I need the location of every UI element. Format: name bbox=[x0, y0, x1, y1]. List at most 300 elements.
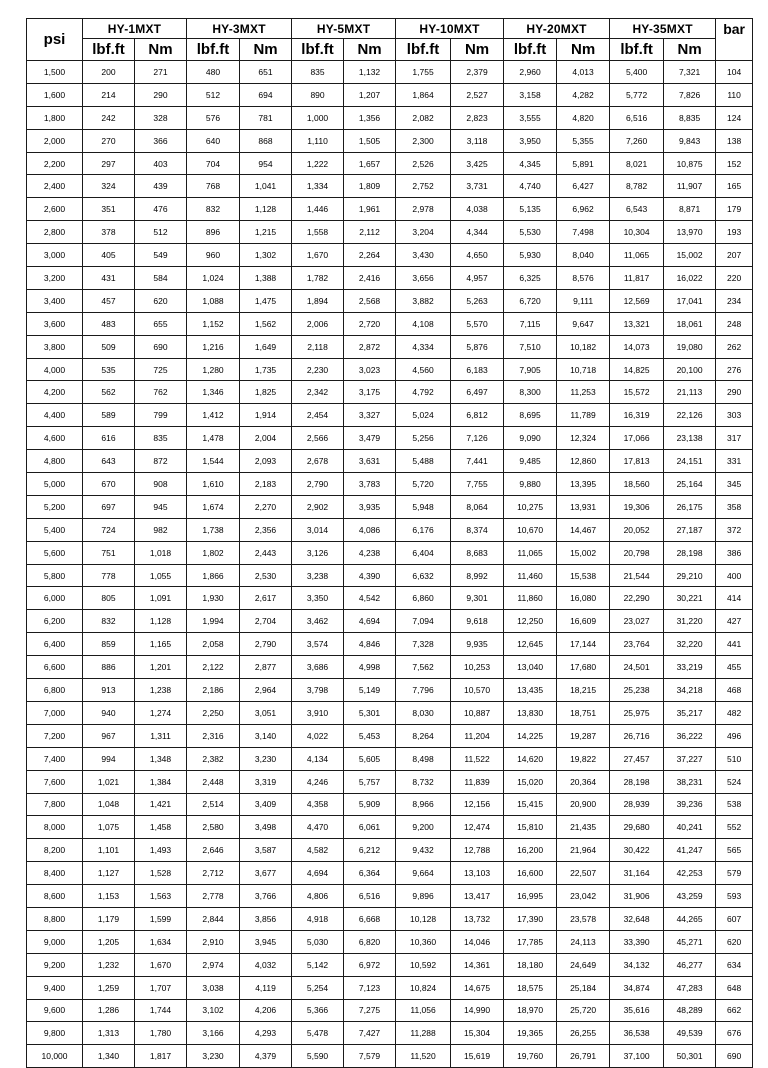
bar-column-header: bar bbox=[716, 19, 753, 61]
table-row bbox=[27, 679, 753, 702]
cell-hy3-lbfft: 1,478 bbox=[187, 427, 240, 450]
cell-hy5-lbfft: 1,894 bbox=[292, 289, 344, 312]
cell-hy20-nm: 5,891 bbox=[557, 152, 610, 175]
unit-header-nm: Nm bbox=[344, 39, 396, 61]
cell-hy35-nm: 49,539 bbox=[664, 1022, 716, 1045]
cell-hy35-lbfft: 16,319 bbox=[610, 404, 664, 427]
cell-hy20-lbfft: 6,325 bbox=[504, 267, 557, 290]
model-header-hy-3mxt: HY-3MXT bbox=[187, 19, 292, 39]
cell-bar: 634 bbox=[716, 953, 753, 976]
cell-hy10-nm: 13,732 bbox=[451, 907, 504, 930]
cell-hy10-lbfft: 7,796 bbox=[396, 679, 451, 702]
cell-psi: 8,000 bbox=[27, 816, 83, 839]
cell-hy3-lbfft: 1,152 bbox=[187, 312, 240, 335]
cell-hy10-lbfft: 4,108 bbox=[396, 312, 451, 335]
cell-hy20-nm: 24,649 bbox=[557, 953, 610, 976]
cell-hy10-nm: 11,839 bbox=[451, 770, 504, 793]
cell-hy1-lbfft: 431 bbox=[83, 267, 135, 290]
cell-hy3-nm: 2,530 bbox=[240, 564, 292, 587]
cell-hy35-nm: 24,151 bbox=[664, 450, 716, 473]
table-row bbox=[27, 770, 753, 793]
cell-hy5-nm: 3,479 bbox=[344, 427, 396, 450]
cell-psi: 2,200 bbox=[27, 152, 83, 175]
cell-psi: 3,200 bbox=[27, 267, 83, 290]
unit-header-nm: Nm bbox=[451, 39, 504, 61]
cell-hy3-nm: 3,677 bbox=[240, 862, 292, 885]
cell-psi: 6,600 bbox=[27, 656, 83, 679]
cell-hy20-lbfft: 15,020 bbox=[504, 770, 557, 793]
table-row bbox=[27, 816, 753, 839]
cell-hy35-nm: 47,283 bbox=[664, 976, 716, 999]
cell-hy20-lbfft: 13,040 bbox=[504, 656, 557, 679]
cell-hy35-lbfft: 19,306 bbox=[610, 495, 664, 518]
cell-hy5-lbfft: 2,118 bbox=[292, 335, 344, 358]
cell-psi: 9,400 bbox=[27, 976, 83, 999]
cell-hy35-lbfft: 33,390 bbox=[610, 930, 664, 953]
cell-hy10-nm: 3,731 bbox=[451, 175, 504, 198]
cell-hy5-lbfft: 3,686 bbox=[292, 656, 344, 679]
table-row bbox=[27, 198, 753, 221]
cell-hy5-lbfft: 4,022 bbox=[292, 724, 344, 747]
cell-hy20-lbfft: 8,300 bbox=[504, 381, 557, 404]
cell-hy3-nm: 2,964 bbox=[240, 679, 292, 702]
cell-hy3-lbfft: 1,024 bbox=[187, 267, 240, 290]
cell-hy10-nm: 9,301 bbox=[451, 587, 504, 610]
table-row bbox=[27, 381, 753, 404]
cell-hy35-lbfft: 35,616 bbox=[610, 999, 664, 1022]
table-row bbox=[27, 450, 753, 473]
cell-hy35-lbfft: 23,027 bbox=[610, 610, 664, 633]
cell-hy5-lbfft: 2,230 bbox=[292, 358, 344, 381]
cell-hy20-lbfft: 13,830 bbox=[504, 701, 557, 724]
cell-bar: 482 bbox=[716, 701, 753, 724]
cell-hy20-lbfft: 17,390 bbox=[504, 907, 557, 930]
cell-hy35-nm: 42,253 bbox=[664, 862, 716, 885]
cell-hy1-lbfft: 1,313 bbox=[83, 1022, 135, 1045]
cell-hy10-nm: 3,425 bbox=[451, 152, 504, 175]
table-row bbox=[27, 518, 753, 541]
cell-hy5-nm: 4,998 bbox=[344, 656, 396, 679]
cell-hy20-lbfft: 7,510 bbox=[504, 335, 557, 358]
cell-bar: 220 bbox=[716, 267, 753, 290]
cell-hy3-nm: 2,704 bbox=[240, 610, 292, 633]
cell-hy1-nm: 366 bbox=[135, 129, 187, 152]
cell-hy10-lbfft: 8,264 bbox=[396, 724, 451, 747]
cell-hy1-nm: 512 bbox=[135, 221, 187, 244]
cell-hy20-lbfft: 12,645 bbox=[504, 633, 557, 656]
cell-hy35-nm: 20,100 bbox=[664, 358, 716, 381]
cell-hy5-lbfft: 1,110 bbox=[292, 129, 344, 152]
cell-hy3-nm: 1,735 bbox=[240, 358, 292, 381]
cell-hy5-nm: 4,390 bbox=[344, 564, 396, 587]
cell-bar: 110 bbox=[716, 83, 753, 106]
cell-hy35-nm: 15,002 bbox=[664, 244, 716, 267]
cell-hy20-lbfft: 7,115 bbox=[504, 312, 557, 335]
cell-hy3-lbfft: 512 bbox=[187, 83, 240, 106]
cell-hy35-nm: 13,970 bbox=[664, 221, 716, 244]
cell-psi: 5,000 bbox=[27, 473, 83, 496]
cell-hy5-nm: 4,086 bbox=[344, 518, 396, 541]
cell-psi: 7,200 bbox=[27, 724, 83, 747]
cell-hy10-nm: 7,126 bbox=[451, 427, 504, 450]
cell-hy3-nm: 4,206 bbox=[240, 999, 292, 1022]
cell-hy10-lbfft: 10,360 bbox=[396, 930, 451, 953]
table-row bbox=[27, 656, 753, 679]
cell-hy10-nm: 8,374 bbox=[451, 518, 504, 541]
cell-hy5-lbfft: 2,566 bbox=[292, 427, 344, 450]
cell-hy1-nm: 584 bbox=[135, 267, 187, 290]
cell-hy5-nm: 2,720 bbox=[344, 312, 396, 335]
cell-hy10-nm: 7,755 bbox=[451, 473, 504, 496]
cell-bar: 358 bbox=[716, 495, 753, 518]
cell-hy20-lbfft: 7,905 bbox=[504, 358, 557, 381]
cell-hy20-nm: 14,467 bbox=[557, 518, 610, 541]
cell-hy10-lbfft: 11,288 bbox=[396, 1022, 451, 1045]
table-row bbox=[27, 724, 753, 747]
cell-hy10-nm: 6,183 bbox=[451, 358, 504, 381]
cell-hy20-lbfft: 10,275 bbox=[504, 495, 557, 518]
cell-bar: 290 bbox=[716, 381, 753, 404]
cell-hy10-nm: 15,304 bbox=[451, 1022, 504, 1045]
cell-hy5-lbfft: 5,590 bbox=[292, 1045, 344, 1068]
cell-hy1-lbfft: 535 bbox=[83, 358, 135, 381]
cell-hy20-nm: 22,507 bbox=[557, 862, 610, 885]
cell-hy1-nm: 1,274 bbox=[135, 701, 187, 724]
cell-psi: 4,000 bbox=[27, 358, 83, 381]
cell-psi: 7,000 bbox=[27, 701, 83, 724]
table-row bbox=[27, 862, 753, 885]
cell-hy1-nm: 799 bbox=[135, 404, 187, 427]
cell-hy10-lbfft: 7,328 bbox=[396, 633, 451, 656]
cell-hy35-lbfft: 30,422 bbox=[610, 839, 664, 862]
cell-hy3-lbfft: 832 bbox=[187, 198, 240, 221]
cell-hy1-nm: 1,018 bbox=[135, 541, 187, 564]
cell-hy3-lbfft: 1,866 bbox=[187, 564, 240, 587]
cell-hy1-lbfft: 1,259 bbox=[83, 976, 135, 999]
cell-hy35-nm: 36,222 bbox=[664, 724, 716, 747]
cell-hy1-nm: 1,493 bbox=[135, 839, 187, 862]
cell-bar: 414 bbox=[716, 587, 753, 610]
table-row bbox=[27, 244, 753, 267]
cell-hy1-lbfft: 297 bbox=[83, 152, 135, 175]
cell-hy5-lbfft: 3,014 bbox=[292, 518, 344, 541]
cell-hy35-lbfft: 11,817 bbox=[610, 267, 664, 290]
cell-hy1-lbfft: 805 bbox=[83, 587, 135, 610]
table-row bbox=[27, 267, 753, 290]
cell-hy1-lbfft: 1,205 bbox=[83, 930, 135, 953]
cell-psi: 1,600 bbox=[27, 83, 83, 106]
cell-hy35-lbfft: 24,501 bbox=[610, 656, 664, 679]
cell-hy35-lbfft: 14,825 bbox=[610, 358, 664, 381]
cell-hy1-lbfft: 324 bbox=[83, 175, 135, 198]
cell-hy35-nm: 27,187 bbox=[664, 518, 716, 541]
cell-hy35-nm: 44,265 bbox=[664, 907, 716, 930]
cell-hy35-lbfft: 12,569 bbox=[610, 289, 664, 312]
table-row bbox=[27, 839, 753, 862]
cell-hy5-lbfft: 1,334 bbox=[292, 175, 344, 198]
cell-hy5-lbfft: 4,806 bbox=[292, 885, 344, 908]
cell-hy1-nm: 1,528 bbox=[135, 862, 187, 885]
cell-hy3-nm: 3,856 bbox=[240, 907, 292, 930]
cell-hy3-lbfft: 640 bbox=[187, 129, 240, 152]
cell-hy10-lbfft: 2,082 bbox=[396, 106, 451, 129]
cell-hy5-lbfft: 1,222 bbox=[292, 152, 344, 175]
cell-hy3-nm: 1,914 bbox=[240, 404, 292, 427]
header-row-units bbox=[27, 39, 753, 61]
cell-hy1-nm: 945 bbox=[135, 495, 187, 518]
cell-psi: 6,200 bbox=[27, 610, 83, 633]
cell-bar: 248 bbox=[716, 312, 753, 335]
cell-hy20-lbfft: 9,090 bbox=[504, 427, 557, 450]
cell-hy35-lbfft: 34,874 bbox=[610, 976, 664, 999]
cell-hy35-nm: 31,220 bbox=[664, 610, 716, 633]
cell-hy1-lbfft: 778 bbox=[83, 564, 135, 587]
cell-hy3-lbfft: 1,738 bbox=[187, 518, 240, 541]
cell-bar: 662 bbox=[716, 999, 753, 1022]
unit-header-lbfft: lbf.ft bbox=[610, 39, 664, 61]
cell-hy5-lbfft: 5,030 bbox=[292, 930, 344, 953]
cell-hy1-nm: 835 bbox=[135, 427, 187, 450]
cell-hy1-lbfft: 214 bbox=[83, 83, 135, 106]
cell-hy5-nm: 4,694 bbox=[344, 610, 396, 633]
cell-hy3-nm: 3,945 bbox=[240, 930, 292, 953]
cell-hy10-lbfft: 2,526 bbox=[396, 152, 451, 175]
cell-hy35-nm: 8,835 bbox=[664, 106, 716, 129]
cell-hy1-nm: 1,634 bbox=[135, 930, 187, 953]
cell-hy10-nm: 12,474 bbox=[451, 816, 504, 839]
cell-hy1-lbfft: 832 bbox=[83, 610, 135, 633]
cell-hy10-lbfft: 4,560 bbox=[396, 358, 451, 381]
cell-hy5-lbfft: 3,238 bbox=[292, 564, 344, 587]
cell-hy20-lbfft: 18,970 bbox=[504, 999, 557, 1022]
cell-hy1-nm: 1,165 bbox=[135, 633, 187, 656]
cell-hy5-nm: 2,264 bbox=[344, 244, 396, 267]
table-row bbox=[27, 404, 753, 427]
cell-hy5-nm: 1,207 bbox=[344, 83, 396, 106]
cell-hy5-lbfft: 3,910 bbox=[292, 701, 344, 724]
cell-hy5-lbfft: 4,358 bbox=[292, 793, 344, 816]
cell-hy1-nm: 549 bbox=[135, 244, 187, 267]
cell-hy10-nm: 7,441 bbox=[451, 450, 504, 473]
cell-hy5-nm: 6,972 bbox=[344, 953, 396, 976]
cell-hy20-nm: 18,215 bbox=[557, 679, 610, 702]
cell-hy5-lbfft: 5,478 bbox=[292, 1022, 344, 1045]
cell-hy10-nm: 12,156 bbox=[451, 793, 504, 816]
cell-hy20-lbfft: 5,135 bbox=[504, 198, 557, 221]
cell-psi: 6,800 bbox=[27, 679, 83, 702]
cell-hy20-lbfft: 16,200 bbox=[504, 839, 557, 862]
cell-hy1-lbfft: 200 bbox=[83, 61, 135, 84]
cell-hy3-lbfft: 1,412 bbox=[187, 404, 240, 427]
cell-hy5-nm: 5,301 bbox=[344, 701, 396, 724]
cell-hy5-lbfft: 4,470 bbox=[292, 816, 344, 839]
cell-hy10-nm: 5,263 bbox=[451, 289, 504, 312]
cell-bar: 104 bbox=[716, 61, 753, 84]
cell-hy35-nm: 25,164 bbox=[664, 473, 716, 496]
cell-hy3-nm: 2,183 bbox=[240, 473, 292, 496]
cell-hy10-nm: 9,935 bbox=[451, 633, 504, 656]
cell-hy10-lbfft: 3,656 bbox=[396, 267, 451, 290]
cell-hy5-nm: 1,809 bbox=[344, 175, 396, 198]
cell-hy1-lbfft: 457 bbox=[83, 289, 135, 312]
cell-hy1-nm: 1,744 bbox=[135, 999, 187, 1022]
cell-hy5-nm: 6,364 bbox=[344, 862, 396, 885]
cell-hy10-lbfft: 4,792 bbox=[396, 381, 451, 404]
cell-hy3-lbfft: 1,280 bbox=[187, 358, 240, 381]
cell-hy35-lbfft: 10,304 bbox=[610, 221, 664, 244]
cell-hy1-lbfft: 724 bbox=[83, 518, 135, 541]
cell-hy3-nm: 1,825 bbox=[240, 381, 292, 404]
cell-hy3-nm: 1,562 bbox=[240, 312, 292, 335]
cell-bar: 593 bbox=[716, 885, 753, 908]
cell-hy10-lbfft: 8,030 bbox=[396, 701, 451, 724]
cell-hy3-nm: 3,587 bbox=[240, 839, 292, 862]
cell-hy5-lbfft: 4,246 bbox=[292, 770, 344, 793]
cell-hy1-nm: 439 bbox=[135, 175, 187, 198]
cell-bar: 262 bbox=[716, 335, 753, 358]
cell-hy20-nm: 15,538 bbox=[557, 564, 610, 587]
cell-hy5-nm: 7,427 bbox=[344, 1022, 396, 1045]
cell-hy20-nm: 10,718 bbox=[557, 358, 610, 381]
cell-bar: 607 bbox=[716, 907, 753, 930]
table-row bbox=[27, 793, 753, 816]
cell-hy1-nm: 1,421 bbox=[135, 793, 187, 816]
cell-hy3-lbfft: 1,674 bbox=[187, 495, 240, 518]
cell-hy10-lbfft: 11,520 bbox=[396, 1045, 451, 1068]
cell-hy35-lbfft: 14,073 bbox=[610, 335, 664, 358]
cell-hy35-lbfft: 25,238 bbox=[610, 679, 664, 702]
cell-hy20-lbfft: 18,180 bbox=[504, 953, 557, 976]
unit-header-lbfft: lbf.ft bbox=[83, 39, 135, 61]
cell-bar: 165 bbox=[716, 175, 753, 198]
cell-hy5-nm: 5,909 bbox=[344, 793, 396, 816]
cell-hy10-lbfft: 8,498 bbox=[396, 747, 451, 770]
cell-hy1-lbfft: 562 bbox=[83, 381, 135, 404]
cell-hy3-lbfft: 896 bbox=[187, 221, 240, 244]
cell-hy20-nm: 12,860 bbox=[557, 450, 610, 473]
cell-bar: 152 bbox=[716, 152, 753, 175]
cell-psi: 8,600 bbox=[27, 885, 83, 908]
cell-hy5-lbfft: 835 bbox=[292, 61, 344, 84]
cell-hy5-lbfft: 2,006 bbox=[292, 312, 344, 335]
cell-hy20-lbfft: 5,930 bbox=[504, 244, 557, 267]
cell-hy10-nm: 4,957 bbox=[451, 267, 504, 290]
cell-hy10-nm: 2,823 bbox=[451, 106, 504, 129]
cell-hy1-lbfft: 913 bbox=[83, 679, 135, 702]
cell-hy20-nm: 10,182 bbox=[557, 335, 610, 358]
cell-psi: 5,200 bbox=[27, 495, 83, 518]
cell-hy1-nm: 1,817 bbox=[135, 1045, 187, 1068]
cell-hy5-lbfft: 4,694 bbox=[292, 862, 344, 885]
table-row bbox=[27, 61, 753, 84]
cell-hy20-nm: 7,498 bbox=[557, 221, 610, 244]
cell-hy3-nm: 954 bbox=[240, 152, 292, 175]
cell-hy10-nm: 5,570 bbox=[451, 312, 504, 335]
cell-hy1-nm: 1,055 bbox=[135, 564, 187, 587]
table-row bbox=[27, 907, 753, 930]
cell-hy10-lbfft: 5,024 bbox=[396, 404, 451, 427]
unit-header-lbfft: lbf.ft bbox=[396, 39, 451, 61]
cell-hy5-lbfft: 3,798 bbox=[292, 679, 344, 702]
cell-hy10-nm: 6,812 bbox=[451, 404, 504, 427]
cell-hy3-nm: 1,041 bbox=[240, 175, 292, 198]
cell-psi: 7,800 bbox=[27, 793, 83, 816]
model-header-hy-20mxt: HY-20MXT bbox=[504, 19, 610, 39]
cell-hy10-nm: 14,990 bbox=[451, 999, 504, 1022]
cell-hy1-lbfft: 1,127 bbox=[83, 862, 135, 885]
cell-hy1-lbfft: 509 bbox=[83, 335, 135, 358]
cell-hy35-lbfft: 20,052 bbox=[610, 518, 664, 541]
cell-hy10-lbfft: 3,882 bbox=[396, 289, 451, 312]
cell-psi: 1,500 bbox=[27, 61, 83, 84]
cell-hy5-nm: 5,453 bbox=[344, 724, 396, 747]
cell-hy1-lbfft: 1,232 bbox=[83, 953, 135, 976]
cell-hy20-lbfft: 11,860 bbox=[504, 587, 557, 610]
cell-hy10-lbfft: 5,948 bbox=[396, 495, 451, 518]
cell-hy5-nm: 6,212 bbox=[344, 839, 396, 862]
cell-hy1-nm: 1,780 bbox=[135, 1022, 187, 1045]
cell-hy5-nm: 1,356 bbox=[344, 106, 396, 129]
cell-hy10-nm: 10,570 bbox=[451, 679, 504, 702]
cell-hy3-lbfft: 2,186 bbox=[187, 679, 240, 702]
cell-hy20-nm: 6,427 bbox=[557, 175, 610, 198]
cell-hy10-lbfft: 8,966 bbox=[396, 793, 451, 816]
cell-hy5-lbfft: 1,446 bbox=[292, 198, 344, 221]
cell-hy1-nm: 1,348 bbox=[135, 747, 187, 770]
cell-bar: 690 bbox=[716, 1045, 753, 1068]
cell-bar: 303 bbox=[716, 404, 753, 427]
cell-hy3-lbfft: 704 bbox=[187, 152, 240, 175]
cell-hy20-lbfft: 2,960 bbox=[504, 61, 557, 84]
cell-hy35-nm: 37,227 bbox=[664, 747, 716, 770]
cell-hy35-nm: 32,220 bbox=[664, 633, 716, 656]
cell-hy20-lbfft: 17,785 bbox=[504, 930, 557, 953]
cell-hy5-lbfft: 2,902 bbox=[292, 495, 344, 518]
cell-bar: 496 bbox=[716, 724, 753, 747]
cell-hy5-lbfft: 2,342 bbox=[292, 381, 344, 404]
cell-hy10-lbfft: 1,755 bbox=[396, 61, 451, 84]
cell-hy35-lbfft: 5,400 bbox=[610, 61, 664, 84]
cell-bar: 276 bbox=[716, 358, 753, 381]
cell-hy3-nm: 2,790 bbox=[240, 633, 292, 656]
unit-header-lbfft: lbf.ft bbox=[292, 39, 344, 61]
cell-hy5-lbfft: 1,558 bbox=[292, 221, 344, 244]
cell-hy20-nm: 13,931 bbox=[557, 495, 610, 518]
cell-bar: 124 bbox=[716, 106, 753, 129]
cell-hy10-nm: 12,788 bbox=[451, 839, 504, 862]
cell-hy3-nm: 2,093 bbox=[240, 450, 292, 473]
cell-hy10-lbfft: 5,256 bbox=[396, 427, 451, 450]
cell-hy35-lbfft: 13,321 bbox=[610, 312, 664, 335]
cell-hy20-lbfft: 18,575 bbox=[504, 976, 557, 999]
cell-hy1-lbfft: 242 bbox=[83, 106, 135, 129]
cell-bar: 345 bbox=[716, 473, 753, 496]
cell-hy5-lbfft: 890 bbox=[292, 83, 344, 106]
cell-psi: 9,000 bbox=[27, 930, 83, 953]
cell-hy10-lbfft: 2,300 bbox=[396, 129, 451, 152]
cell-hy5-nm: 4,238 bbox=[344, 541, 396, 564]
cell-hy3-lbfft: 960 bbox=[187, 244, 240, 267]
cell-hy3-nm: 4,032 bbox=[240, 953, 292, 976]
cell-hy1-nm: 1,311 bbox=[135, 724, 187, 747]
cell-bar: 400 bbox=[716, 564, 753, 587]
cell-psi: 3,400 bbox=[27, 289, 83, 312]
cell-hy3-nm: 2,004 bbox=[240, 427, 292, 450]
cell-hy1-nm: 620 bbox=[135, 289, 187, 312]
cell-hy20-nm: 16,609 bbox=[557, 610, 610, 633]
table-row bbox=[27, 587, 753, 610]
table-header bbox=[27, 19, 753, 61]
